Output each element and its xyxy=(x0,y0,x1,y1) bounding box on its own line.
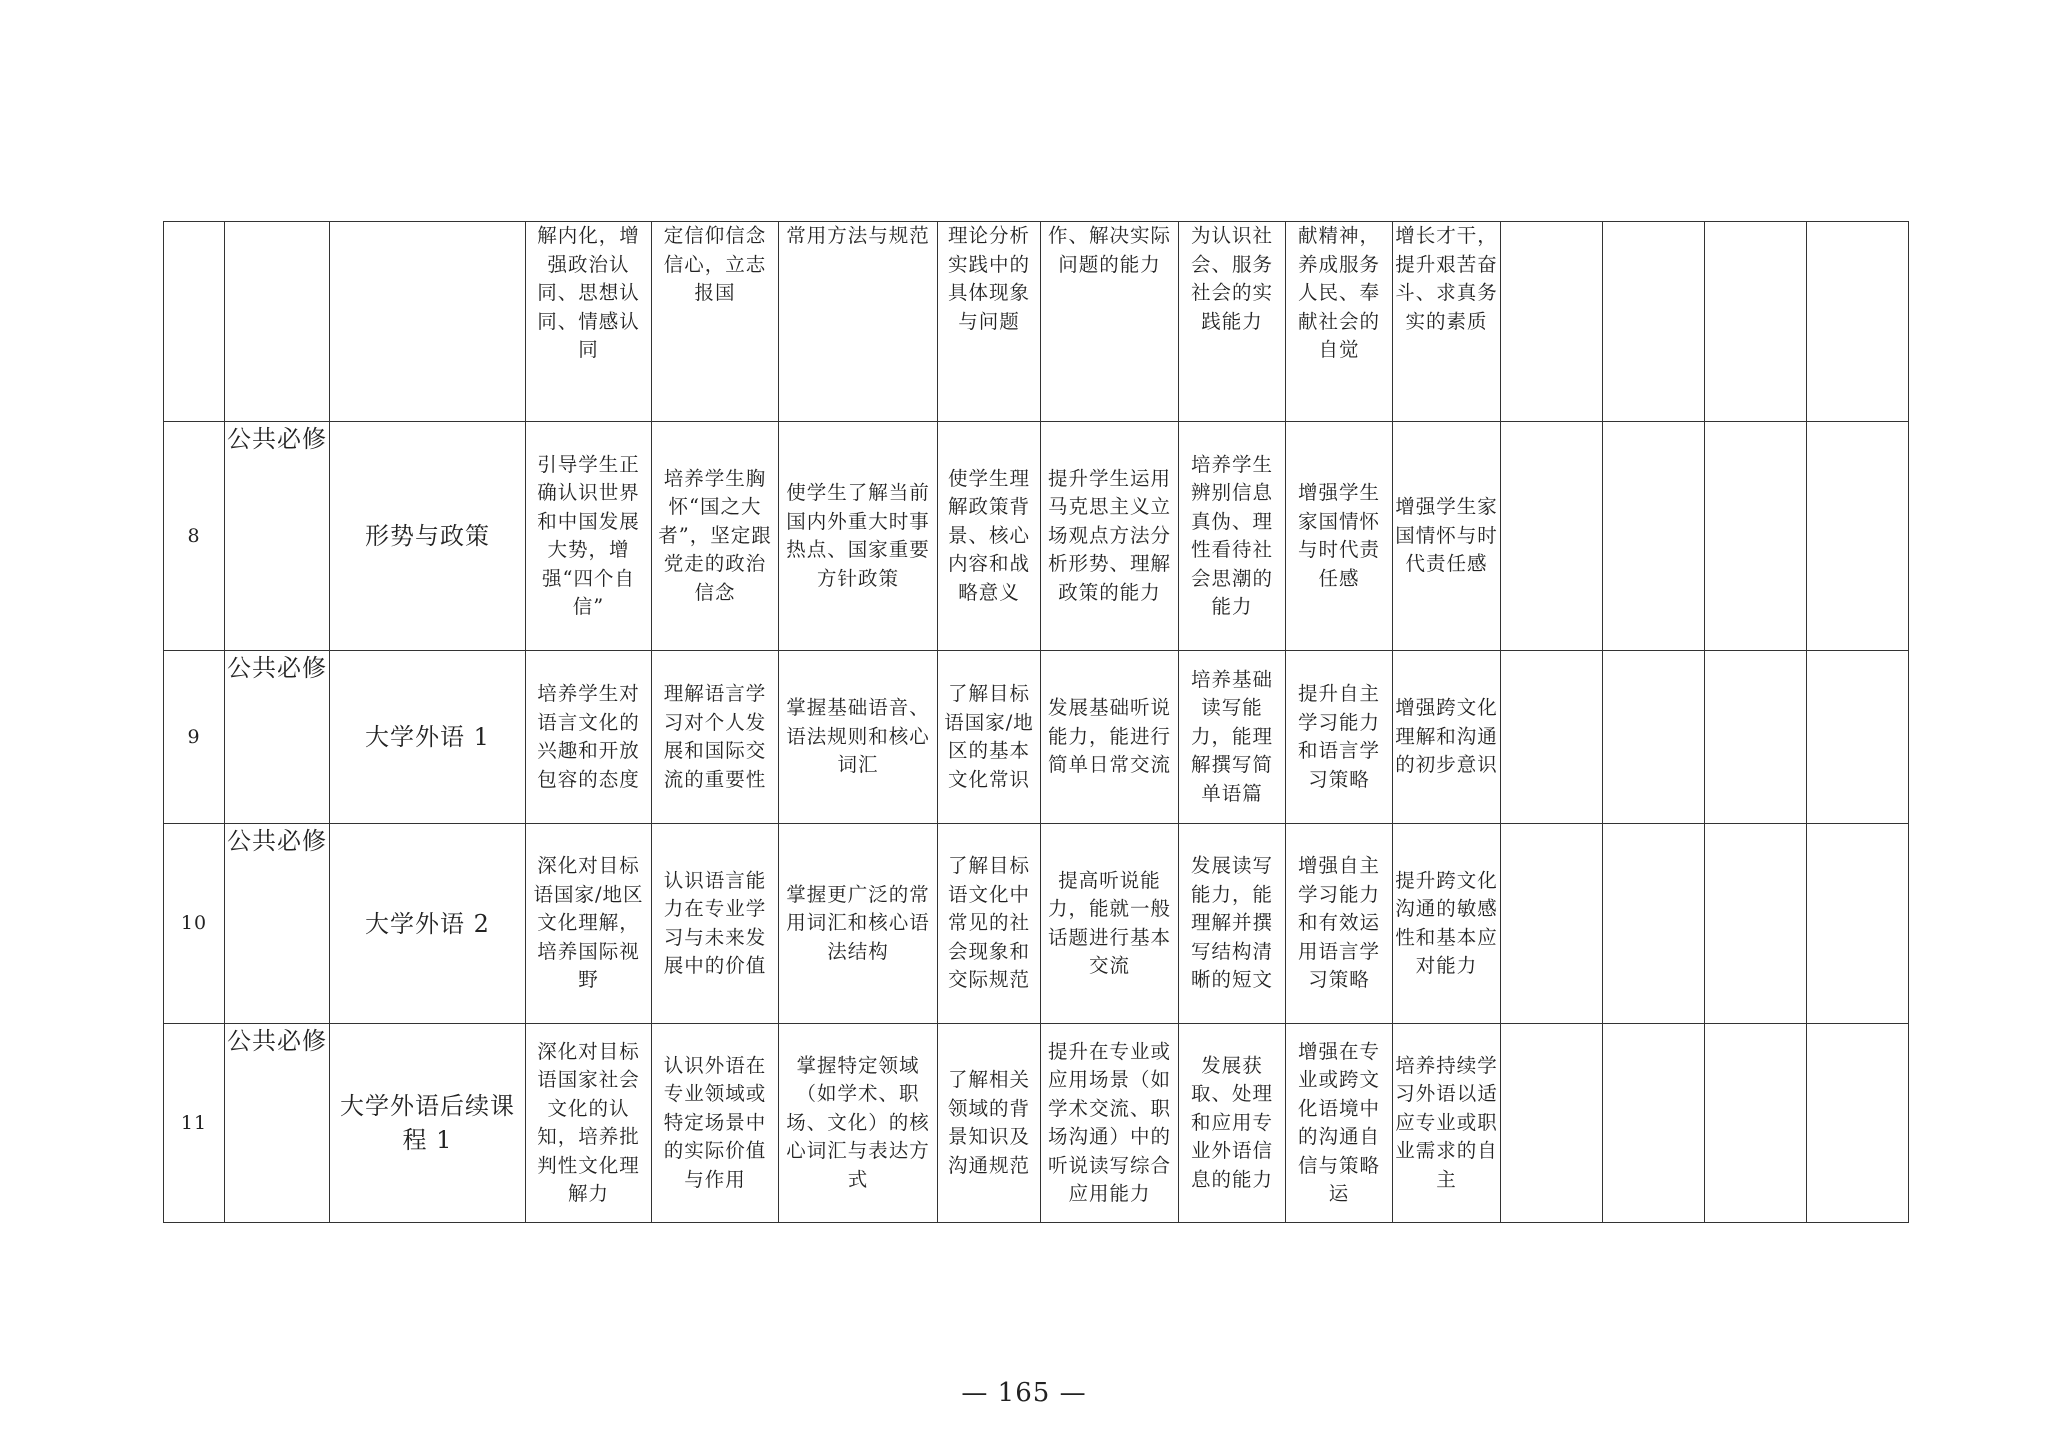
objective-cell: 引导学生正确认识世界和中国发展大势，增强“四个自信” xyxy=(526,422,652,651)
row-number: 11 xyxy=(164,1024,225,1223)
empty-cell xyxy=(1501,222,1603,422)
objective-cell: 培养持续学习外语以适应专业或职业需求的自主 xyxy=(1393,1024,1501,1223)
objective-cell: 掌握特定领域（如学术、职场、文化）的核心词汇与表达方式 xyxy=(779,1024,938,1223)
objective-cell: 增强自主学习能力和有效运用语言学习策略 xyxy=(1286,824,1393,1024)
table-row xyxy=(164,824,1909,1024)
objective-cell: 发展读写能力，能理解并撰写结构清晰的短文 xyxy=(1179,824,1286,1024)
objective-cell: 深化对目标语国家社会文化的认知，培养批判性文化理解力 xyxy=(526,1024,652,1223)
objective-cell: 作、解决实际问题的能力 xyxy=(1041,222,1179,422)
empty-cell xyxy=(1705,422,1807,651)
objective-cell: 了解目标语文化中常见的社会现象和交际规范 xyxy=(938,824,1041,1024)
course-type: 公共必修 xyxy=(225,824,330,1024)
empty-cell xyxy=(1603,422,1705,651)
objective-cell: 增强在专业或跨文化语境中的沟通自信与策略运 xyxy=(1286,1024,1393,1223)
objective-cell: 掌握更广泛的常用词汇和核心语法结构 xyxy=(779,824,938,1024)
empty-cell xyxy=(1807,824,1909,1024)
row-number: 9 xyxy=(164,651,225,824)
course-name: 大学外语 1 xyxy=(330,651,526,824)
row-number: 8 xyxy=(164,422,225,651)
page-number: — 165 — xyxy=(961,1378,1087,1408)
empty-cell xyxy=(1501,422,1603,651)
objective-cell: 发展获取、处理和应用专业外语信息的能力 xyxy=(1179,1024,1286,1223)
course-name: 形势与政策 xyxy=(330,422,526,651)
empty-cell xyxy=(1705,222,1807,422)
empty-cell xyxy=(1807,1024,1909,1223)
objective-cell: 理论分析实践中的具体现象与问题 xyxy=(938,222,1041,422)
objective-cell: 掌握基础语音、语法规则和核心词汇 xyxy=(779,651,938,824)
objective-cell: 提高听说能力，能就一般话题进行基本交流 xyxy=(1041,824,1179,1024)
objective-cell: 培养学生辨别信息真伪、理性看待社会思潮的能力 xyxy=(1179,422,1286,651)
empty-cell xyxy=(1603,824,1705,1024)
objective-cell: 培养学生对语言文化的兴趣和开放包容的态度 xyxy=(526,651,652,824)
objective-cell: 定信仰信念信心，立志报国 xyxy=(652,222,779,422)
row-number: 10 xyxy=(164,824,225,1024)
objective-cell: 理解语言学习对个人发展和国际交流的重要性 xyxy=(652,651,779,824)
empty-cell xyxy=(1603,651,1705,824)
course-type: 公共必修 xyxy=(225,1024,330,1223)
objective-cell: 认识外语在专业领域或特定场景中的实际价值与作用 xyxy=(652,1024,779,1223)
empty-cell xyxy=(1501,651,1603,824)
empty-cell xyxy=(1501,1024,1603,1223)
table-row xyxy=(164,1024,1909,1223)
objective-cell: 增长才干，提升艰苦奋斗、求真务实的素质 xyxy=(1393,222,1501,422)
objective-cell: 使学生了解当前国内外重大时事热点、国家重要方针政策 xyxy=(779,422,938,651)
objective-cell: 增强学生家国情怀与时代责任感 xyxy=(1286,422,1393,651)
objective-cell: 使学生理解政策背景、核心内容和战略意义 xyxy=(938,422,1041,651)
objective-cell: 常用方法与规范 xyxy=(779,222,938,422)
objective-cell: 提升跨文化沟通的敏感性和基本应对能力 xyxy=(1393,824,1501,1024)
objective-cell: 培养基础读写能力，能理解撰写简单语篇 xyxy=(1179,651,1286,824)
objective-cell: 增强跨文化理解和沟通的初步意识 xyxy=(1393,651,1501,824)
course-type: 公共必修 xyxy=(225,651,330,824)
empty-cell xyxy=(1807,422,1909,651)
course-type: 公共必修 xyxy=(225,422,330,651)
course-name xyxy=(330,222,526,422)
empty-cell xyxy=(1501,824,1603,1024)
course-name: 大学外语 2 xyxy=(330,824,526,1024)
course-name: 大学外语后续课程 1 xyxy=(330,1024,526,1223)
table-row xyxy=(164,422,1909,651)
course-objectives-table xyxy=(163,221,1909,1223)
objective-cell: 提升学生运用马克思主义立场观点方法分析形势、理解政策的能力 xyxy=(1041,422,1179,651)
objective-cell: 了解相关领域的背景知识及沟通规范 xyxy=(938,1024,1041,1223)
objective-cell: 献精神，养成服务人民、奉献社会的自觉 xyxy=(1286,222,1393,422)
table-row xyxy=(164,222,1909,422)
empty-cell xyxy=(1807,651,1909,824)
objective-cell: 提升自主学习能力和语言学习策略 xyxy=(1286,651,1393,824)
row-number xyxy=(164,222,225,422)
empty-cell xyxy=(1603,222,1705,422)
table-row xyxy=(164,651,1909,824)
objective-cell: 解内化，增强政治认同、思想认同、情感认同 xyxy=(526,222,652,422)
objective-cell: 为认识社会、服务社会的实践能力 xyxy=(1179,222,1286,422)
objective-cell: 增强学生家国情怀与时代责任感 xyxy=(1393,422,1501,651)
empty-cell xyxy=(1705,824,1807,1024)
course-type xyxy=(225,222,330,422)
objective-cell: 了解目标语国家/地区的基本文化常识 xyxy=(938,651,1041,824)
objective-cell: 提升在专业或应用场景（如学术交流、职场沟通）中的听说读写综合应用能力 xyxy=(1041,1024,1179,1223)
empty-cell xyxy=(1807,222,1909,422)
empty-cell xyxy=(1603,1024,1705,1223)
objective-cell: 发展基础听说能力，能进行简单日常交流 xyxy=(1041,651,1179,824)
empty-cell xyxy=(1705,651,1807,824)
objective-cell: 培养学生胸怀“国之大者”，坚定跟党走的政治信念 xyxy=(652,422,779,651)
objective-cell: 认识语言能力在专业学习与未来发展中的价值 xyxy=(652,824,779,1024)
objective-cell: 深化对目标语国家/地区文化理解，培养国际视野 xyxy=(526,824,652,1024)
empty-cell xyxy=(1705,1024,1807,1223)
